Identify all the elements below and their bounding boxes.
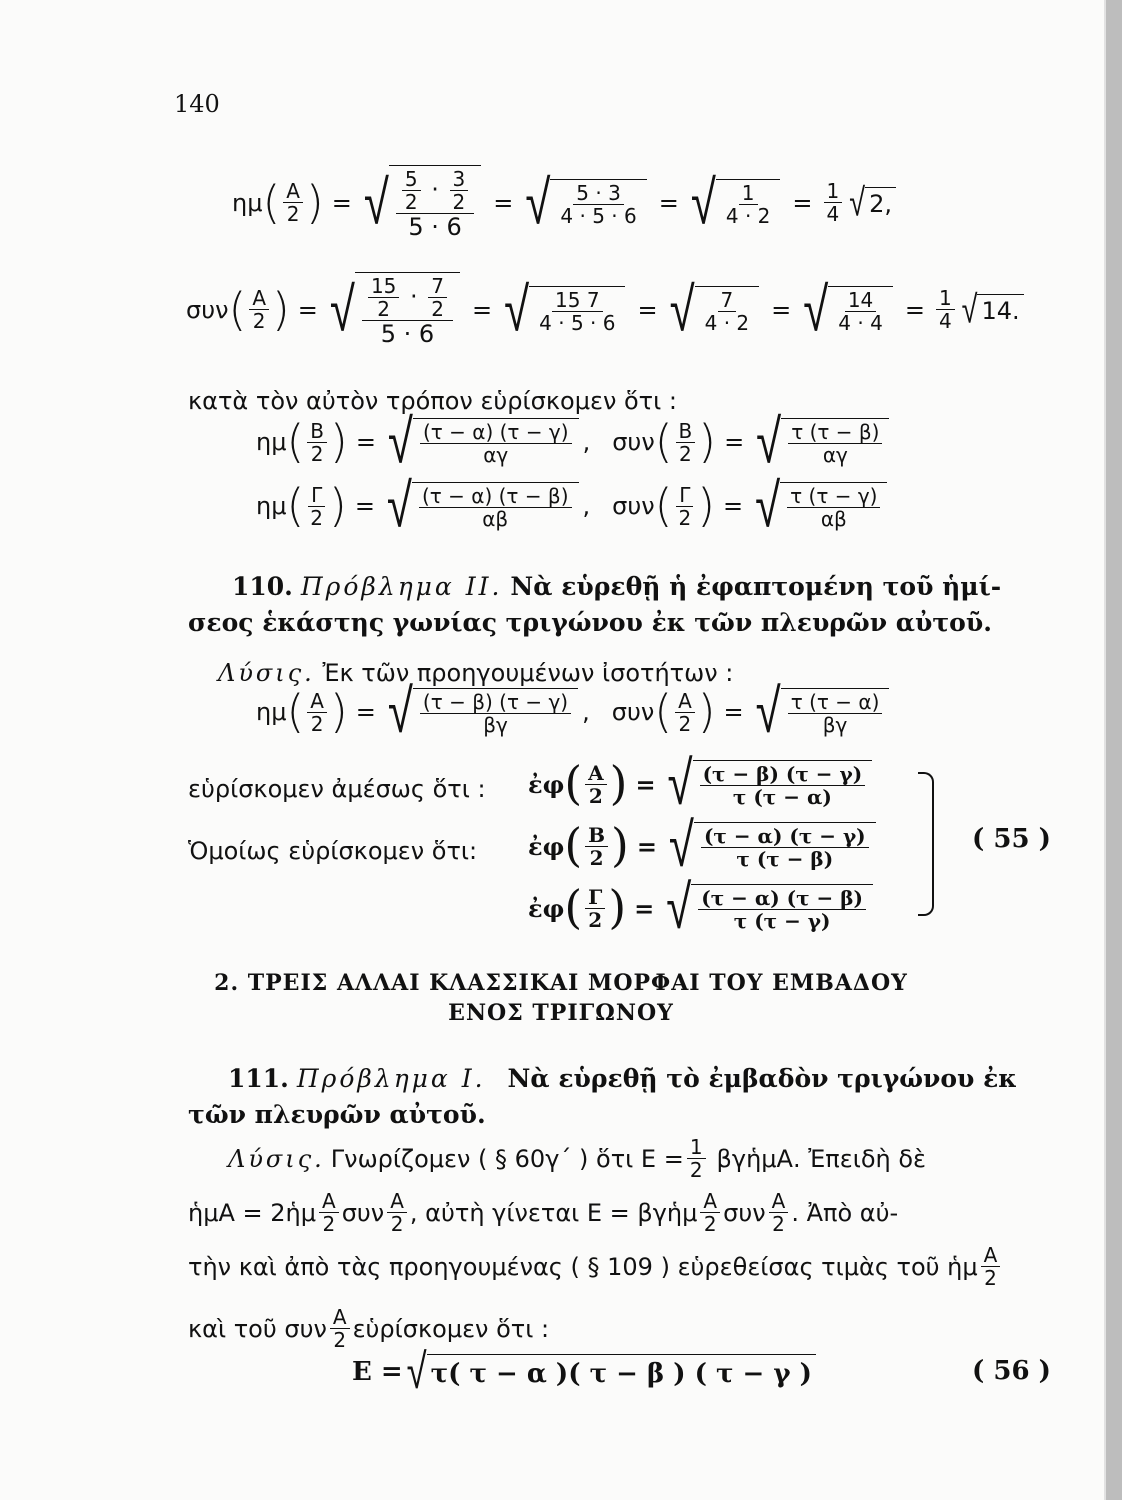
heron-formula: Ε = √ τ( τ − α )( τ − β ) ( τ − γ ) [352,1354,820,1390]
sqrt-1: √ $\frac{5}{2}$ · $\frac{3}{2}$ 5 · 6 [364,165,481,240]
section-heading-line2: ΕΝΟΣ ΤΡΙΓΩΝΟΥ [448,1000,674,1026]
problem-110-line2: σεος ἑκάστης γωνίας τριγώνου ἐκ τῶν πλευρῶν αὐτοῦ. [188,608,992,637]
page-number: 140 [174,90,220,118]
same-way-line: κατὰ τὸν αὐτὸν τρόπον εὑρίσκομεν ὅτι : [188,387,677,415]
problem-110-line1: 110. Πρόβλημα ΙΙ. Νὰ εὑρεθῇ ἡ ἐφαπτομένη τοῦ ἡμί- [232,572,1002,601]
lysis-111-line4: καὶ τοῦ συν $\frac{A}{2}$ εὑρίσκομεν ὅτι : [188,1305,550,1352]
lysis-111-line1: Λύσις. Γνωρίζομεν ( § 60γ΄ ) ὅτι Ε = $\frac{1}{2}$ βγἡμΑ. Ἐπειδὴ δὲ [228,1135,927,1182]
problem-111-line2: τῶν πλευρῶν αὐτοῦ. [188,1100,486,1129]
page-edge [1106,0,1122,1500]
tan-half-a-formula: ἐφ ( $\frac{A}{2}$ ) = √ $\frac{(\tau - \beta) (\tau - \gamma)}{\tau (\tau - \alpha)}$ [528,760,876,808]
sin-half-a-numeric-equation: ημ ( $\frac{A}{2}$ ) = √ $\frac{5}{2}$ · $\frac{3}{2}$ 5 · 6 = √ $\frac{5 \cdot 3}{4 \cdot 5 \cdot 6}$ = √ $\frac{1}{4 \cdot 2}$ = $\frac{1}{4}$ √ 2, [232,165,900,240]
equation-number-55: ( 55 ) [972,824,1051,854]
tan-half-b-formula: ἐφ ( $\frac{B}{2}$ ) = √ $\frac{(\tau - \alpha) (\tau - \gamma)}{\tau (\tau - \beta)}$ [528,822,880,870]
half-b-formulas: ημ ( $\frac{B}{2}$ ) = √ $\frac{(\tau - \alpha) (\tau - \gamma)}{\alpha\gamma}$ , συν ( $\frac{B}{2}$ ) = √ $\frac{\tau (\tau - \beta)}{\alpha\gamma}$ [256,418,893,466]
similarly-text: Ὁμοίως εὑρίσκομεν ὅτι: [188,837,478,865]
tan-half-g-formula: ἐφ ( $\frac{\Gamma}{2}$ ) = √ $\frac{(\tau - \alpha) (\tau - \beta)}{\tau (\tau - \gamma)}$ [528,884,877,932]
cos-half-a-numeric-equation: συν ( $\frac{A}{2}$ ) = √ $\frac{15}{2}$ · $\frac{7}{2}$ 5 · 6 = √ $\frac{15 7}{4 \cdot 5 \cdot 6}$ = √ $\frac{7}{4 \cdot 2}$ = √ $\frac{14}{4 \cdot 4}$ = $\frac{1}{4}$ √ 14. [186,272,1028,347]
find-direct-text: εὑρίσκομεν ἀμέσως ὅτι : [188,775,486,803]
section-heading-line1: 2. ΤΡΕΙΣ ΑΛΛΑΙ ΚΛΑΣΣΙΚΑΙ ΜΟΡΦΑΙ ΤΟΥ ΕΜΒΑΔΟΥ [214,970,908,996]
problem-111-line1: 111. Πρόβλημα Ι. Νὰ εὑρεθῇ τὸ ἐμβαδὸν τριγώνου ἐκ [228,1064,1018,1093]
lysis-111-line3: τὴν καὶ ἀπὸ τὰς προηγουμένας ( § 109 ) εὑρεθείσας τιμὰς τοῦ ἡμ $\frac{A}{2}$ [188,1244,1003,1289]
half-g-formulas: ημ ( $\frac{\Gamma}{2}$ ) = √ $\frac{(\tau - \alpha) (\tau - \beta)}{\alpha\beta}$ , συν ( $\frac{\Gamma}{2}$ ) = √ $\frac{\tau (\tau - \gamma)}{\alpha\beta}$ [256,482,891,530]
lysis-110: Λύσις. Ἐκ τῶν προηγουμένων ἰσοτήτων : [218,659,734,687]
half-a-formulas: ημ ( $\frac{A}{2}$ ) = √ $\frac{(\tau - \beta) (\tau - \gamma)}{\beta\gamma}$ , συν ( $\frac{A}{2}$ ) = √ $\frac{\tau (\tau - \alpha)}{\beta\gamma}$ [256,688,893,736]
lysis-111-line2: ἡμΑ = 2ἡμ $\frac{A}{2}$ συν $\frac{A}{2}$ , αὐτὴ γίνεται Ε = βγἡμ $\frac{A}{2}$ συν $\frac{A}{2}$ . Ἀπὸ αὐ- [188,1189,899,1236]
equation-number-56: ( 56 ) [972,1356,1051,1386]
right-brace [918,772,934,916]
